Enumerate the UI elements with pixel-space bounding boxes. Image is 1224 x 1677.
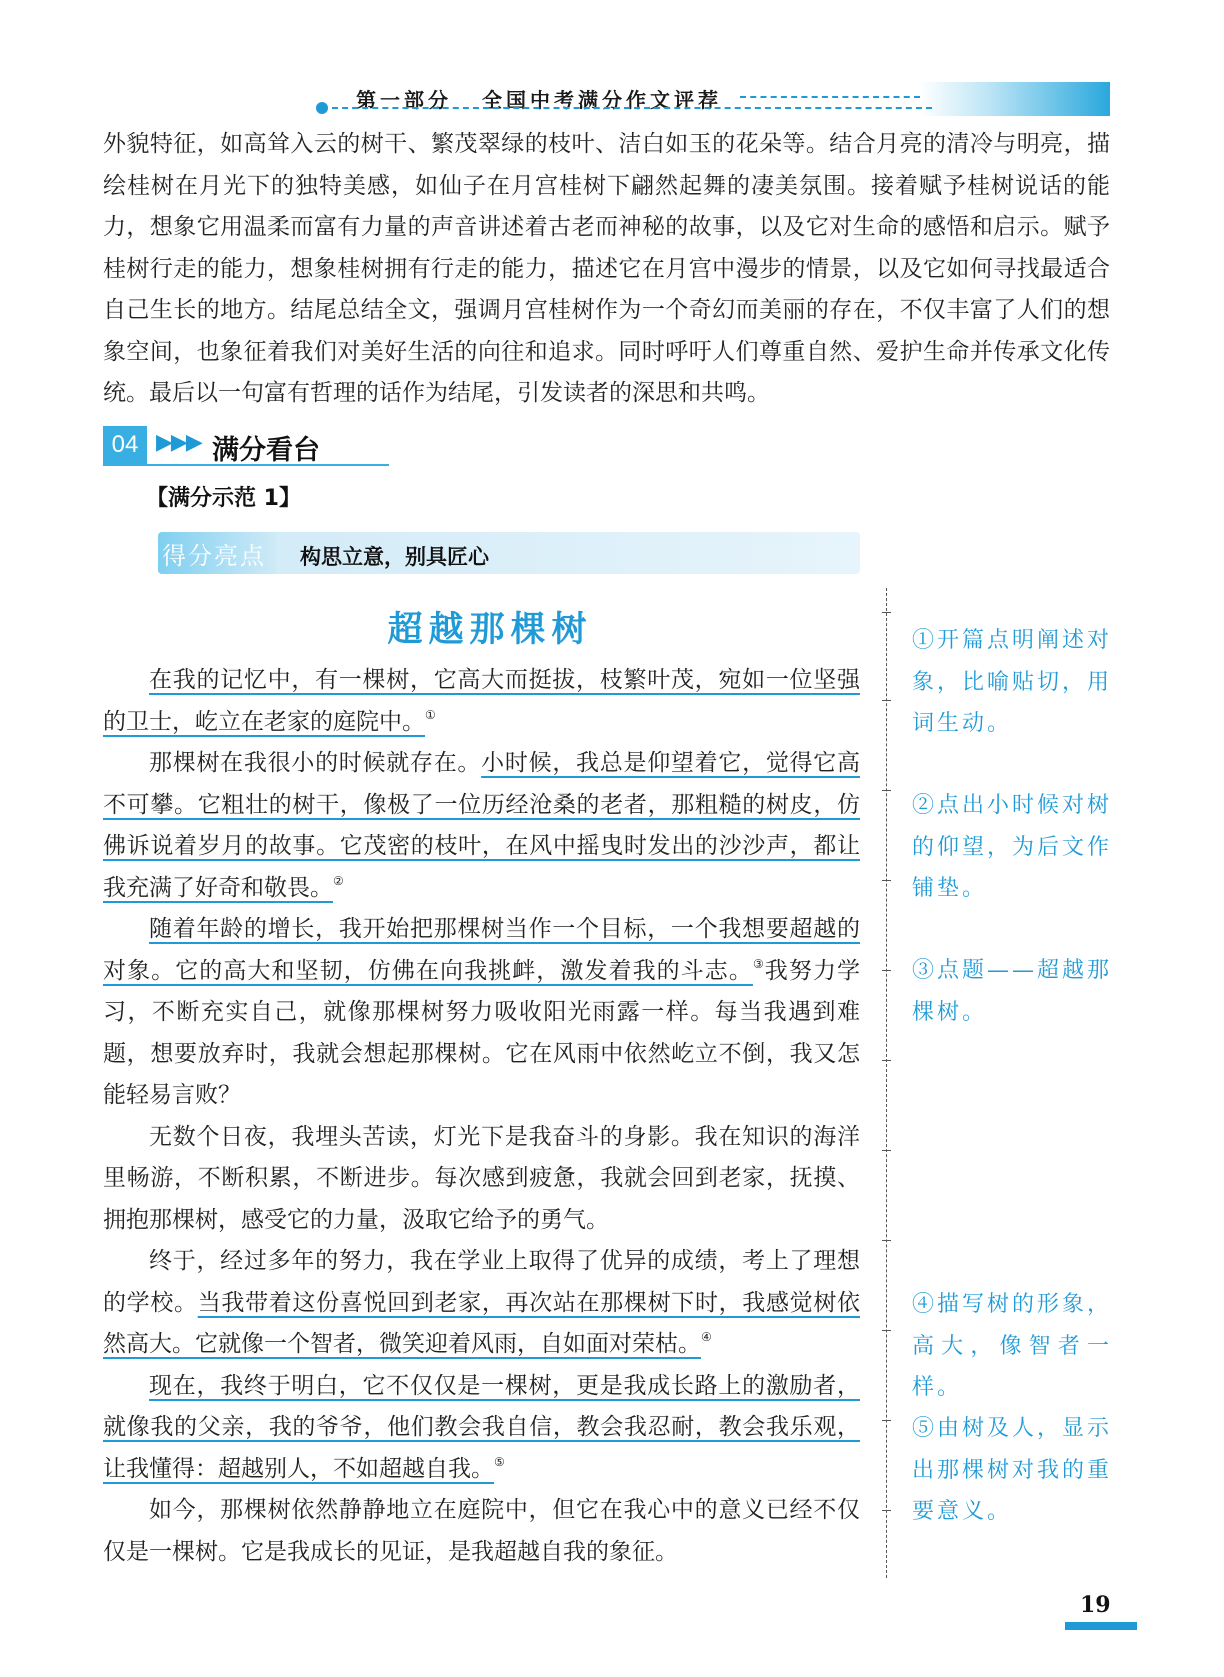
divider-tick: [882, 880, 891, 881]
annotation-marker: ②: [333, 873, 344, 888]
margin-note-5: ⑤由树及人，显示出那棵树对我的重要意义。: [912, 1416, 1113, 1524]
header-dash-line: [332, 107, 932, 109]
divider-tick: [882, 612, 891, 613]
header-title: 全国中考满分作文评荐: [482, 88, 722, 112]
divider-tick: [882, 1240, 891, 1241]
essay-paragraph-6: [103, 1366, 860, 1491]
intro-paragraph: [103, 124, 1110, 415]
header-part: 第一部分: [356, 88, 452, 112]
margin-divider: [886, 588, 887, 1578]
essay-paragraph-4: 无数个日夜，我埋头苦读，灯光下是我奋斗的身影。我在知识的海洋里畅游，不断积累，不断进步。每次感到疲惫，我就会回到老家，抚摸、拥抱那棵树，感受它的力量，汲取它给予的勇气。: [103, 1123, 860, 1233]
annotation-marker: ④: [701, 1330, 712, 1344]
section-arrows-icon: ▶▶▶: [156, 430, 201, 455]
margin-note-2: ②点出小时候对树的仰望，为后文作铺垫。: [912, 793, 1113, 901]
margin-note-4: ④描写树的形象，高大，像智者一样。: [912, 1292, 1113, 1400]
header-dot: [316, 102, 328, 114]
divider-tick: [882, 970, 891, 971]
essay-text: 那棵树在我很小的时候就存在。: [149, 750, 482, 776]
intro-text: 外貌特征，如高耸入云的树干、繁茂翠绿的枝叶、洁白如玉的花朵等。结合月亮的清冷与明亮，描绘桂树在月光下的独特美感，如仙子在月宫桂树下翩然起舞的凄美氛围。接着赋予桂树说话的能力，想象它用温柔而富有力量的声音讲述着古老而神秘的故事，以及它对生命的感悟和启示。赋予桂树行走的能力，想象桂树拥有行走的能力，描述它在月宫中漫步的情景，以及它如何寻找最适合自己生长的地方。结尾总结全文，强调月宫桂树作为一个奇幻而美丽的存在，不仅丰富了人们的想象空间，也象征着我们对美好生活的向往和追求。同时呼吁人们尊重自然、爱护生命并传承文化传统。最后以一句富有哲理的话作为结尾，引发读者的深思和共鸣。: [103, 131, 1110, 406]
essay-paragraph-5: [103, 1241, 860, 1366]
underlined-text: 在我的记忆中，有一棵树，它高大而挺拔，枝繁叶茂，宛如一位坚强的卫士，屹立在老家的庭院中。: [103, 667, 860, 735]
essay-paragraph-3: [103, 909, 860, 1117]
page-number-bar: [1065, 1622, 1137, 1630]
divider-tick: [882, 790, 891, 791]
annotation-marker: ⑤: [494, 1454, 505, 1469]
essay-paragraph-7: 如今，那棵树依然静静地立在庭院中，但它在我心中的意义已经不仅仅是一棵树。它是我成长的见证，是我超越自我的象征。: [103, 1497, 860, 1565]
header-dash-top: [740, 96, 920, 98]
score-tag: 得分亮点: [162, 542, 266, 570]
divider-tick: [882, 1060, 891, 1061]
divider-tick: [882, 700, 891, 701]
divider-tick: [882, 1510, 891, 1511]
section-rule: [103, 464, 389, 466]
underlined-text: 随着年龄的增长，我开始把那棵树当作一个目标，一个我想要超越的对象。它的高大和坚韧，仿佛在向我挑衅，激发着我的斗志。: [103, 916, 860, 984]
margin-note-3: ③点题——超越那棵树。: [912, 958, 1113, 1025]
section-number: 04: [103, 426, 147, 464]
underlined-text: 现在，我终于明白，它不仅仅是一棵树，更是我成长路上的激励者，就像我的父亲，我的爷爷，他们教会我自信，教会我忍耐，教会我乐观，让我懂得：超越别人，不如超越自我。: [103, 1372, 860, 1482]
annotation-marker: ①: [425, 707, 436, 722]
divider-tick: [882, 1420, 891, 1421]
essay-text: 我努力学习，不断充实自己，就像那棵树努力吸收阳光雨露一样。每当我遇到难题，想要放弃时，我就会想起那棵树。它在风雨中依然屹立不倒，我又怎能轻易言败？: [103, 957, 861, 1108]
header-band: [920, 82, 1110, 116]
underlined-text: 小时候，我总是仰望着它，觉得它高不可攀。它粗壮的树干，像极了一位历经沧桑的老者，那粗糙的树皮，仿佛诉说着岁月的故事。它茂密的枝叶，在风中摇曳时发出的沙沙声，都让我充满了好奇和敬畏。: [103, 750, 861, 901]
page-number: 19: [1080, 1592, 1111, 1618]
divider-tick: [882, 1150, 891, 1151]
essay-text: 终于，经过多年的努力，我在学业上取得了优异的成绩，考上了理想的学校。: [103, 1248, 860, 1316]
divider-tick: [882, 1330, 891, 1331]
example-label: 【满分示范 1】: [146, 486, 301, 511]
score-highlight-text: 构思立意，别具匠心: [300, 545, 489, 569]
annotation-marker: ③: [752, 956, 765, 971]
essay-paragraph-1: [103, 660, 860, 743]
section-title: 满分看台: [212, 435, 320, 466]
essay-title: 超越那棵树: [387, 609, 593, 650]
essay-body: [103, 660, 860, 1573]
margin-note-1: ①开篇点明阐述对象，比喻贴切，用词生动。: [912, 628, 1113, 736]
essay-paragraph-2: [103, 743, 860, 909]
underlined-text: 当我带着这份喜悦回到老家，再次站在那棵树下时，我感觉树依然高大。它就像一个智者，微笑迎着风雨，自如面对荣枯。: [103, 1289, 861, 1357]
